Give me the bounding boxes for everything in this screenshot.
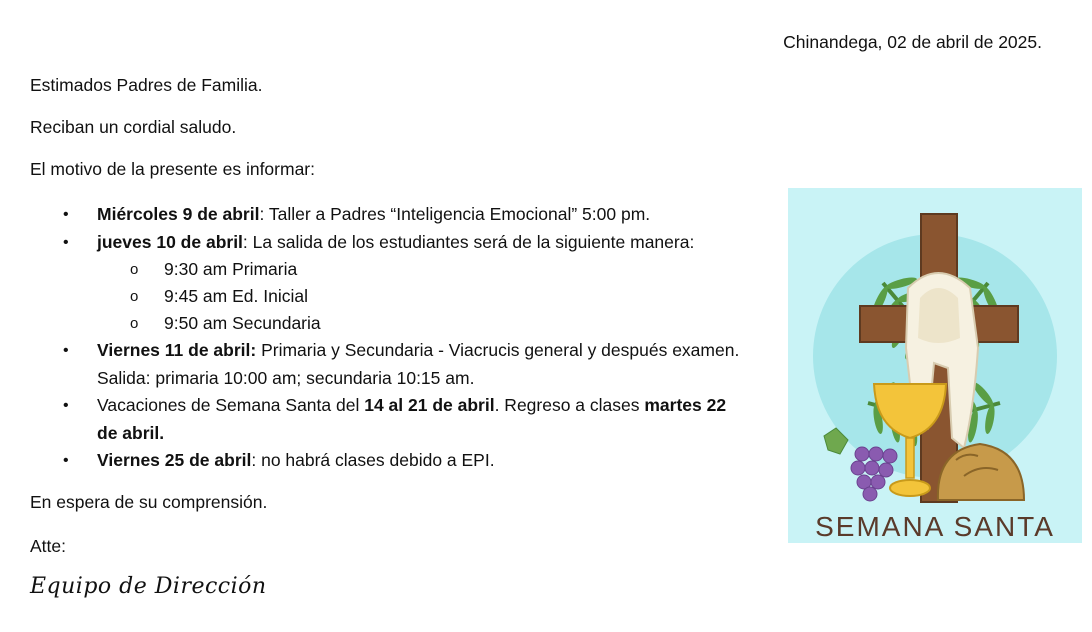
greeting: Estimados Padres de Familia. — [30, 75, 263, 95]
sublist-item — [97, 283, 780, 310]
announcement-list — [30, 201, 780, 475]
image-caption: SEMANA SANTA — [815, 511, 1055, 542]
intro-text: El motivo de la presente es informar: — [30, 159, 315, 179]
vacation-range: 14 al 21 de abril — [364, 395, 495, 415]
circle-bullet-icon: o — [130, 288, 139, 305]
circle-bullet-icon: o — [130, 315, 139, 332]
atte-label: Atte: — [30, 536, 66, 556]
item-date: jueves 10 de abril — [97, 231, 243, 252]
bullet-icon: • — [63, 397, 69, 414]
illustration-svg — [788, 188, 1082, 543]
item-text: : no habrá clases debido a EPI. — [251, 450, 495, 470]
item-text: : La salida de los estudiantes será de la siguiente manera: — [242, 231, 695, 252]
item-date: Viernes 25 de abril — [97, 450, 252, 470]
sublist-item — [97, 310, 780, 337]
bullet-icon: • — [63, 233, 69, 251]
bullet-icon: • — [63, 206, 69, 223]
list-item — [30, 201, 780, 229]
sublist-item — [97, 256, 780, 283]
item-text: Primaria y Secundaria - Viacrucis general y después examen. — [256, 340, 740, 360]
item-text: . Regreso a clases — [494, 395, 645, 415]
bullet-icon: • — [63, 452, 69, 469]
salutation: Reciban un cordial saludo. — [30, 117, 237, 137]
schedule-primaria: 9:30 am Primaria — [164, 259, 298, 279]
schedule-inicial: 9:45 am Ed. Inicial — [164, 286, 308, 306]
semana-santa-illustration — [788, 188, 1082, 543]
item-date: Viernes 11 de abril: — [97, 340, 257, 360]
item-text-line2: Salida: primaria 10:00 am; secundaria 10:15 am. — [97, 367, 475, 388]
list-item — [30, 392, 780, 447]
signature: Equipo de Dirección — [30, 574, 267, 599]
circle-bullet-icon: o — [130, 261, 139, 278]
item-text: : Taller a Padres “Inteligencia Emocional” 5:00 pm. — [259, 204, 651, 224]
list-item — [30, 337, 780, 392]
closing-text: En espera de su comprensión. — [30, 492, 268, 512]
schedule-sublist — [97, 256, 780, 337]
return-date-cont: de abril. — [97, 422, 165, 443]
item-text: Vacaciones de Semana Santa del — [97, 395, 365, 415]
bullet-icon: • — [63, 342, 69, 359]
schedule-secundaria: 9:50 am Secundaria — [164, 313, 321, 333]
return-date: martes 22 — [644, 395, 727, 415]
letter-date: Chinandega, 02 de abril de 2025. — [783, 32, 1042, 52]
item-date: Miércoles 9 de abril — [97, 204, 260, 224]
list-item — [30, 229, 780, 338]
list-item — [30, 447, 780, 475]
